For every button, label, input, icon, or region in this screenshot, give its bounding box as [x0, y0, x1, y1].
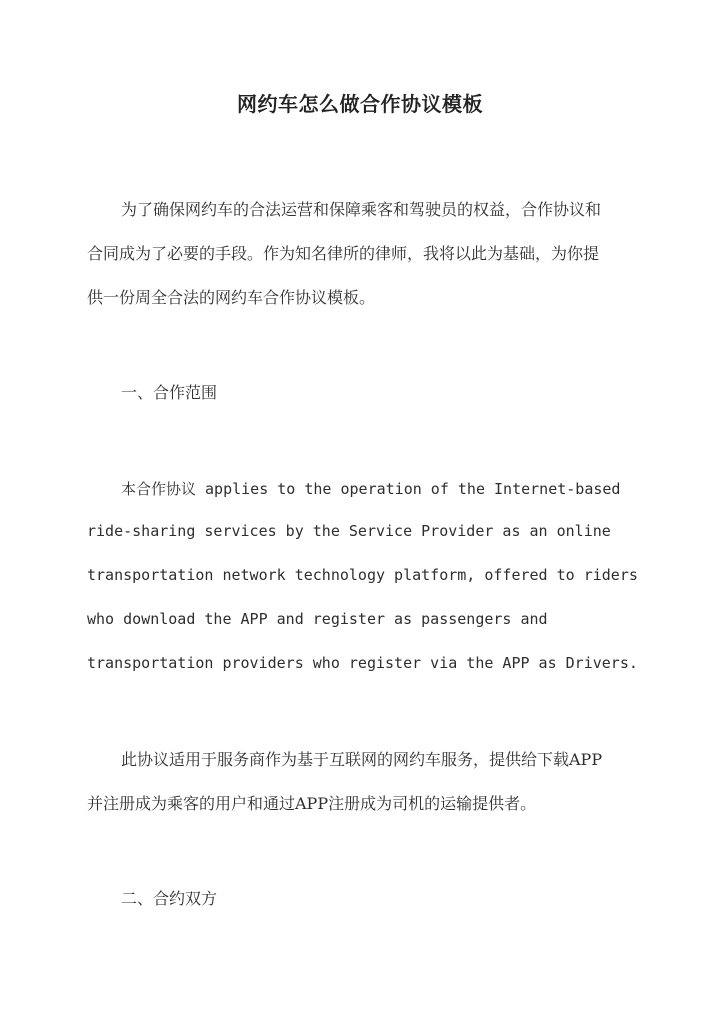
section-2-heading: 二、合约双方: [121, 889, 218, 908]
section-1-en-line-4: who download the APP and register as passengers and: [87, 610, 548, 628]
section-1-zh-line-2: 并注册成为乘客的用户和通过APP注册成为司机的运输提供者。: [87, 794, 537, 813]
section-1-en-line-3: transportation network technology platform, offered to riders: [87, 566, 638, 584]
intro-line-1: 为了确保网约车的合法运营和保障乘客和驾驶员的权益，合作协议和: [121, 200, 602, 219]
section-1-en-line-1: 本合作协议 applies to the operation of the Internet-based: [121, 480, 621, 498]
intro-line-2: 合同成为了必要的手段。作为知名律所的律师，我将以此为基础，为你提: [87, 244, 600, 263]
section-1-zh-line-1: 此协议适用于服务商作为基于互联网的网约车服务，提供给下载APP: [121, 750, 603, 769]
intro-line-3: 供一份周全合法的网约车合作协议模板。: [87, 288, 376, 307]
section-1-en-line-2: ride-sharing services by the Service Provider as an online: [87, 522, 611, 540]
section-1-en-line-5: transportation providers who register via the APP as Drivers.: [87, 654, 638, 672]
section-1-heading: 一、合作范围: [121, 383, 218, 402]
document-title: 网约车怎么做合作协议模板: [237, 92, 483, 116]
